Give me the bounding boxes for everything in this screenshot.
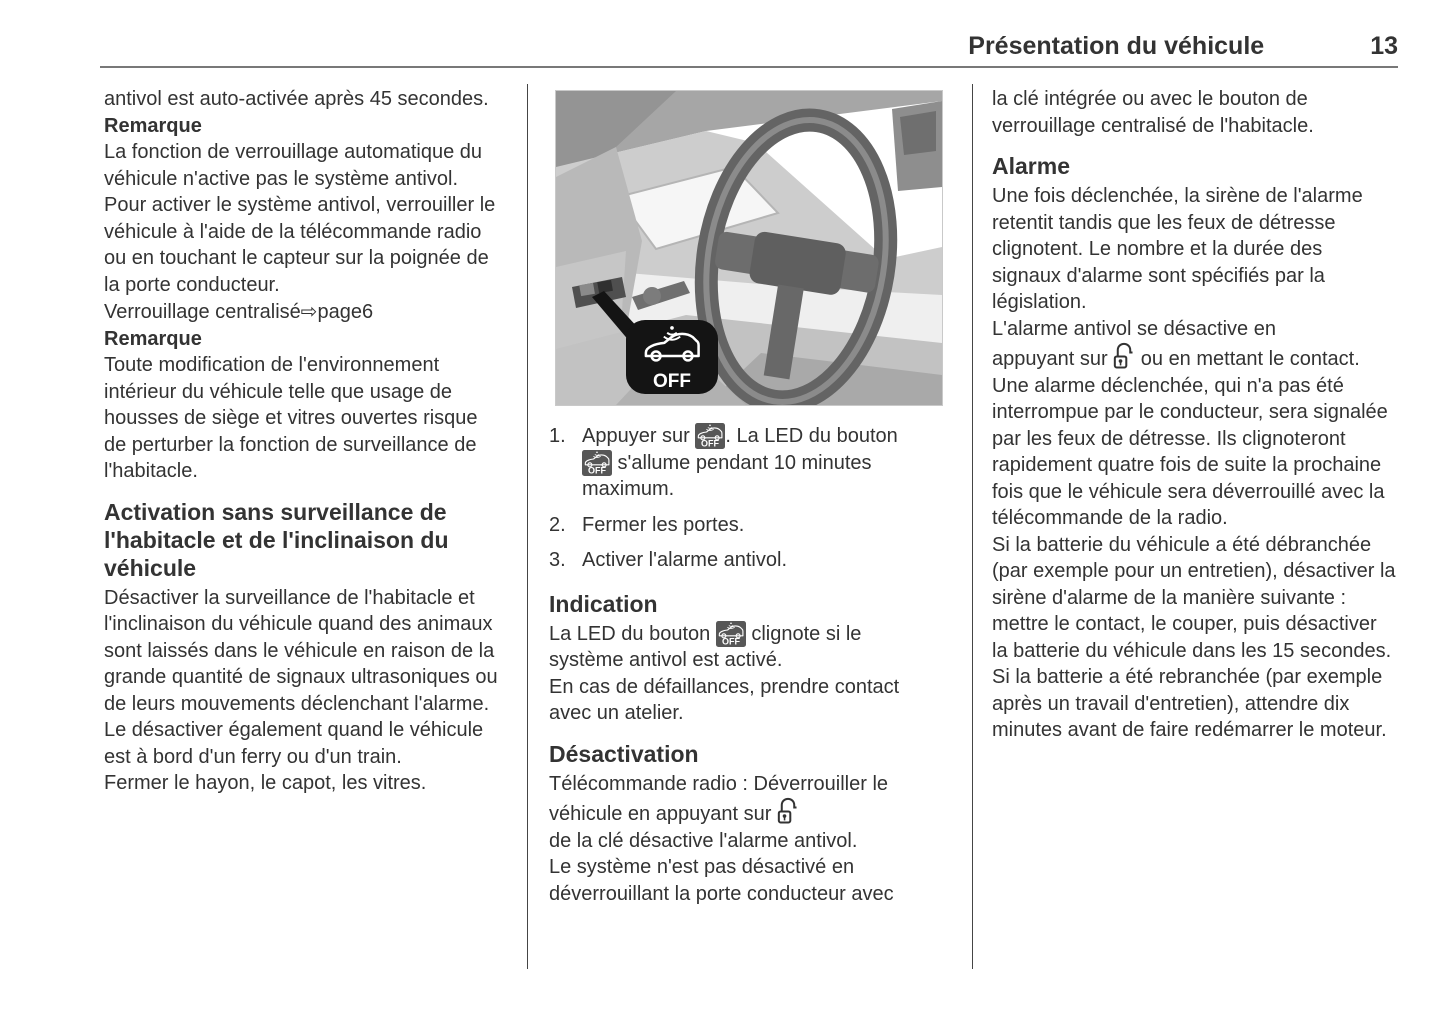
cross-reference-label: Verrouillage centralisé [104,301,301,323]
antitheft-off-icon [695,423,725,449]
section-heading-alarme: Alarme [992,153,1070,179]
step-number: 3. [549,549,566,571]
note-label: Remarque [104,327,202,350]
paragraph: Pour activer le système antivol, verrouiller le véhicule à l'aide de la télécommande radio ou en touchant le capteur sur la poignée de la porte conducteur. [104,194,496,296]
paragraph: La LED du bouton OFF clignote si le système antivol est activé. [549,622,862,671]
svg-text:OFF: OFF [588,465,606,475]
arrow-right-icon: ⇨ [300,299,318,323]
paragraph: Télécommande radio : Déverrouiller le véhicule en appuyant sur de la clé désactive l'alarme antivol. [549,772,889,852]
paragraph: Si la batterie du véhicule a été débranchée (par exemple pour un entretien), désactiver la sirène d'alarme de la manière suivante : mettre le contact, le couper, puis désactiver la batterie du véhicule dans les 15 secondes. [992,533,1396,662]
antitheft-off-callout [626,320,718,394]
left-column [104,86,502,797]
paragraph: Le système n'est pas désactivé en déverrouillant la porte conducteur avec [549,856,894,905]
antitheft-off-icon [582,450,612,476]
middle-column [549,88,941,907]
column-divider-left [527,84,528,969]
note-label: Remarque [104,114,202,137]
paragraph: la clé intégrée ou avec le bouton de verrouillage centralisé de l'habitacle. [992,88,1314,137]
unlock-icon [1113,342,1135,370]
page-number: 13 [1370,32,1398,60]
right-column [992,86,1396,744]
header-rule [100,66,1398,68]
column-divider-right [972,84,973,969]
section-heading-activation: Activation sans surveillance de l'habitacle et de l'inclinaison du véhicule [104,498,449,581]
step-number: 1. [549,425,566,447]
step-item [549,547,941,574]
step-item [549,512,941,539]
cross-reference-target: page6 [317,301,374,323]
subsection-indication: Indication [549,590,658,617]
paragraph: En cas de défaillances, prendre contact avec un atelier. [549,675,900,724]
step-text: Appuyer sur [582,425,696,447]
chapter-title: Présentation du véhicule [968,32,1265,60]
antitheft-off-icon [716,621,746,647]
step-number: 2. [549,513,566,536]
dashboard-illustration [555,90,943,406]
step-text: Activer l'alarme antivol. [582,549,787,571]
paragraph: Fermer le hayon, le capot, les vitres. [104,772,427,794]
paragraph: Désactiver la surveillance de l'habitacle et l'inclinaison du véhicule quand des animaux sont laissés dans le véhicule en raison de la grande quantité de signaux ultrasoniques ou de leurs mouvements déclenchant l'alarme. Le désactiver également quand le véhicule est à bord d'un ferry ou d'un train. [104,586,498,768]
page-header [100,32,1398,61]
paragraph: Une alarme déclenchée, qui n'a pas été interrompue par le conducteur, sera signalée par les feux de détresse. Ils clignoteront rapidement quatre fois de suite la prochaine fois que le véhicule sera déverrouillé avec la télécommande de la radio. [992,374,1388,529]
step-text: . La LED du bouton [725,425,898,447]
paragraph: Toute modification de l'environnement intérieur du véhicule telle que usage de housses de siège et vitres ouvertes risque de perturber la fonction de surveillance de l'habitacle. [104,354,478,482]
step-text: Fermer les portes. [582,513,745,536]
paragraph: La fonction de verrouillage automatique du véhicule n'active pas le système antivol. [104,141,483,190]
step-item [549,423,941,503]
unlock-icon [777,797,799,825]
paragraph: antivol est auto-activée après 45 secondes. [104,88,489,110]
subsection-desactivation: Désactivation [549,740,699,767]
step-text: s'allume pendant 10 minutes maximum. [582,451,872,500]
paragraph: Si la batterie a été rebranchée (par exemple après un travail d'entretien), attendre dix minutes avant de faire redémarrer le moteur. [992,666,1387,741]
paragraph: Une fois déclenchée, la sirène de l'alarme retentit tandis que les feux de détresse clignotent. Le nombre et la durée des signaux d'alarme sont spécifiés par la législation. [992,185,1363,313]
off-button-label: OFF [653,371,691,392]
svg-text:OFF: OFF [721,636,740,646]
paragraph: L'alarme antivol se désactive en appuyant sur ou en mettant le contact. [992,317,1360,370]
cross-reference [104,298,502,326]
svg-text:OFF: OFF [701,438,720,449]
